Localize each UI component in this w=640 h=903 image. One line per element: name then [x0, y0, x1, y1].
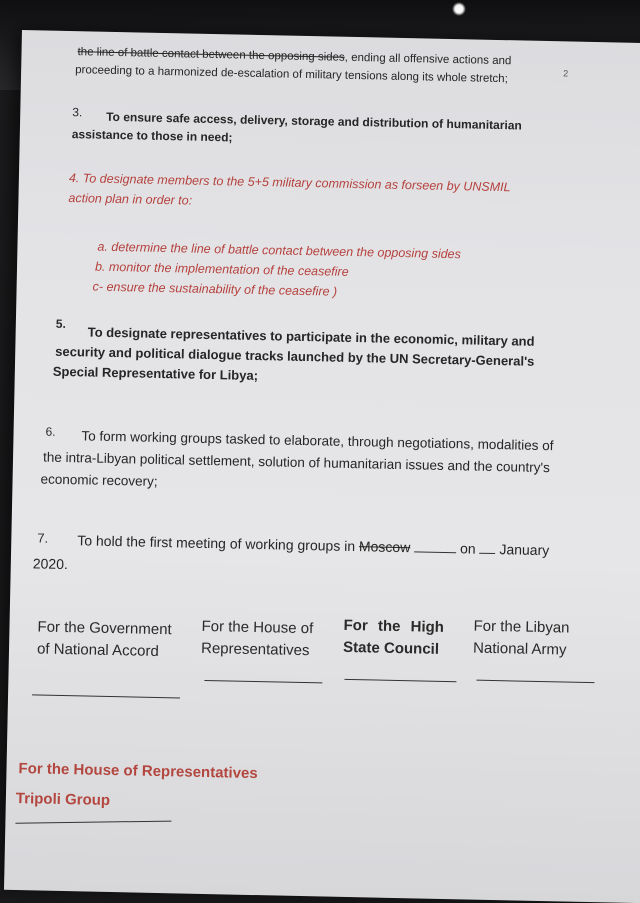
item-7-line-1: [77, 531, 549, 559]
signatory-lna-line-1: For the Libyan: [473, 617, 570, 637]
item-7-month: January: [499, 541, 550, 559]
item-7-blank-day: [479, 541, 495, 554]
handwritten-line-2: Tripoli Group: [15, 790, 111, 810]
item-7-year: 2020.: [32, 555, 69, 573]
signature-line-high-council: [344, 679, 456, 682]
handwritten-line-1: For the House of Representatives: [18, 760, 258, 783]
signatory-government: [37, 616, 172, 663]
page-number: 2: [563, 68, 569, 79]
item-3-number: 3.: [72, 105, 83, 120]
item-3-line-1: To ensure safe access, delivery, storage and distribution of humanitarian: [106, 109, 522, 133]
item-4-line-1: 4. To designate members to the 5+5 military commission as forseen by UNSMIL: [68, 171, 511, 195]
intro-line-2: proceeding to a harmonized de-escalation of military tensions along its whole stretch;: [75, 64, 508, 86]
item-6-number: 6.: [45, 424, 56, 439]
item-4-subitem-b: b. monitor the implementation of the ceasefire: [94, 259, 349, 279]
signatory-house-line-2: Representatives: [200, 639, 310, 660]
item-3-line-2: assistance to those in need;: [71, 127, 233, 145]
camera-flash-reflection: [452, 2, 466, 16]
item-5-number: 5.: [55, 316, 67, 331]
item-5-line-2: security and political dialogue tracks launched by the UN Secretary-General's: [55, 343, 535, 369]
signatory-high-council-line-2: State Council: [342, 638, 440, 658]
item-7-text: To hold the first meeting of working groups in: [77, 532, 356, 555]
signatory-government-line-1: For the Government: [37, 618, 172, 639]
item-4-line-2: action plan in order to:: [68, 191, 193, 208]
signatory-house-line-1: For the House of: [201, 617, 314, 638]
item-4-subitem-a: a. determine the line of battle contact between the opposing sides: [97, 239, 461, 262]
signature-line-tripoli-group: [15, 821, 171, 824]
item-5-line-1: To designate representatives to participate in the economic, military and: [87, 324, 535, 349]
signatory-high-council: [343, 615, 444, 661]
signatory-high-council-line-1: For the High: [343, 616, 445, 636]
item-6-line-2: the intra-Libyan political settlement, solution of humanitarian issues and the country's: [42, 449, 550, 476]
item-4-subitem-c: c- ensure the sustainability of the ceasefire ): [92, 279, 338, 299]
item-6-line-3: economic recovery;: [40, 471, 158, 489]
item-7-struck-city: Moscow: [358, 538, 411, 556]
signatory-lna-line-2: National Army: [472, 639, 567, 659]
intro-line-1-rest: , ending all offensive actions and: [344, 51, 512, 68]
signature-line-lna: [476, 680, 594, 683]
item-5-line-3: Special Representative for Libya;: [52, 363, 259, 384]
item-7-on: on: [459, 540, 476, 557]
signatory-government-line-2: of National Accord: [36, 640, 159, 660]
signatory-lna: [473, 616, 570, 662]
item-7-number: 7.: [37, 530, 49, 546]
signatory-house: [201, 616, 314, 662]
struck-text: the line of battle contact between the opposing sides: [77, 46, 345, 64]
signature-line-house: [204, 680, 322, 683]
signature-line-government: [32, 694, 180, 698]
item-6-line-1: To form working groups tasked to elaborate, through negotiations, modalities of: [81, 428, 554, 454]
document-page: [4, 30, 640, 903]
item-7-blank-city: [414, 539, 456, 553]
